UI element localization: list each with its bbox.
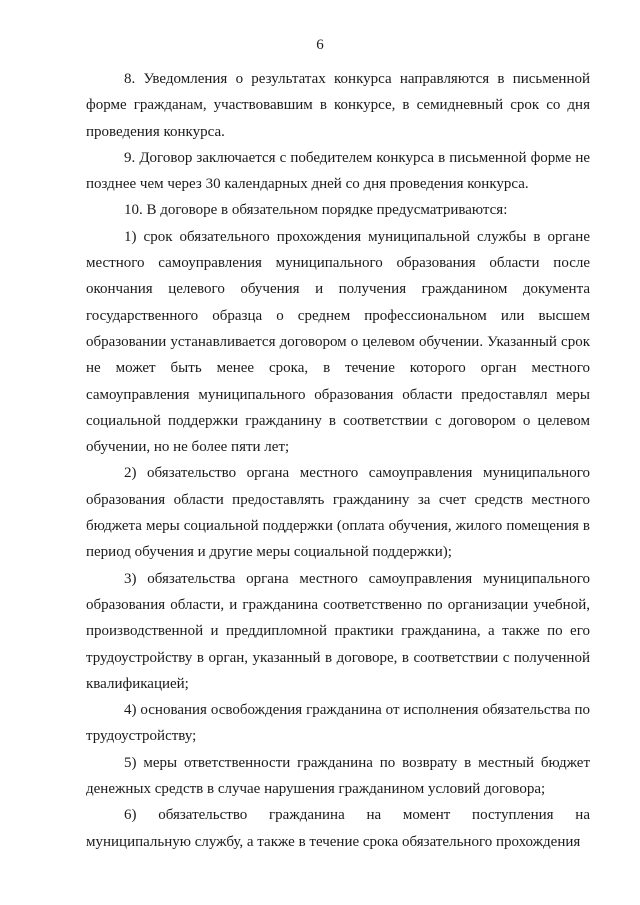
page-number: 6 xyxy=(316,37,324,53)
paragraph-10: 10. В договоре в обязательном порядке предусматриваются: xyxy=(124,202,508,219)
list-item-5: 5) меры ответственности гражданина по возврату в местный бюджет денежных средств в случае нарушения гражданином условий договора; xyxy=(86,754,590,798)
paragraph-9: 9. Договор заключается с победителем конкурса в письменной форме не позднее чем через 30 календарных дней со дня проведения конкурса. xyxy=(86,149,590,193)
list-item-6: 6) обязательство гражданина на момент поступления на муниципальную службу, а также в течение срока обязательного прохождения xyxy=(86,807,590,850)
list-item-1: 1) срок обязательного прохождения муниципальной службы в органе местного самоуправления муниципального образования области после окончания целевого обучения и получения гражданином документа государственного образца о среднем профессиональном или высшем образовании устанавливается договором о целевом обучении. Указанный срок не может быть менее срока, в течение которого орган местного самоуправления муниципального образования области предоставлял меры социальной поддержки гражданину в соответствии с договором о целевом обучении, но не более пяти лет; xyxy=(86,228,590,456)
list-item-3: 3) обязательства органа местного самоуправления муниципального образования области, и гражданина соответственно по организации учебной, производственной и преддипломной практики гражданина, а также по его трудоустройству в орган, указанный в договоре, в соответствии с полученной квалификацией; xyxy=(86,570,590,692)
paragraph-8: 8. Уведомления о результатах конкурса направляются в письменной форме гражданам, участвовавшим в конкурсе, в семидневный срок со дня проведения конкурса. xyxy=(86,71,590,140)
list-item-4: 4) основания освобождения гражданина от исполнения обязательства по трудоустройству; xyxy=(86,702,590,745)
list-item-2: 2) обязательство органа местного самоуправления муниципального образования области предоставлять гражданину за счет средств местного бюджета меры социальной поддержки (оплата обучения, жилого помещения в период обучения и другие меры социальной поддержки); xyxy=(86,465,590,561)
document-body xyxy=(86,66,590,855)
